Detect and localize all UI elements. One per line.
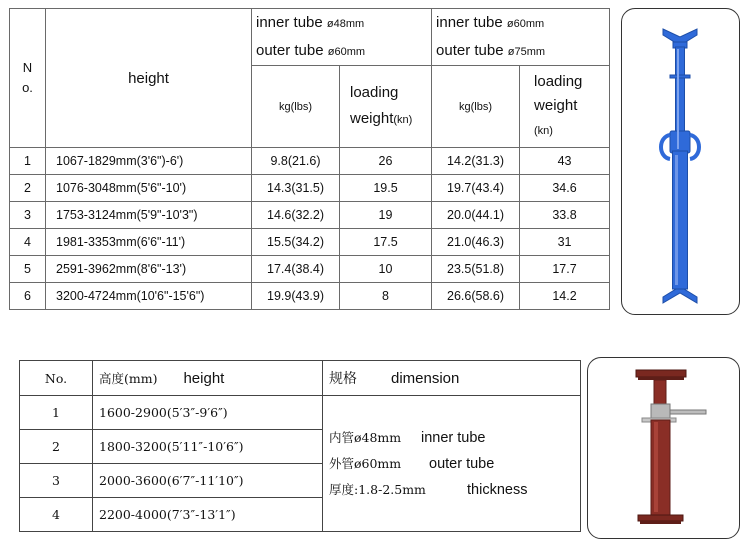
table-row	[10, 256, 610, 283]
loading-weight-cell: 8	[340, 283, 432, 310]
kg-cell: 19.7(43.4)	[432, 175, 520, 202]
no-header: No.	[20, 361, 93, 396]
kg-cell: 26.6(58.6)	[432, 283, 520, 310]
row-number: 2	[10, 175, 46, 202]
height-header	[93, 361, 323, 396]
inner-tube-label: inner tube	[436, 14, 503, 31]
header-row	[20, 361, 581, 396]
table-row	[20, 396, 581, 430]
table-row	[10, 148, 610, 175]
row-number: 4	[20, 498, 93, 532]
dimension-en-label: dimension	[390, 370, 460, 387]
outer-tube-label: outer tube	[436, 42, 504, 59]
dimension-cn-label: 规格	[329, 371, 357, 387]
outer-tube-cn-label: 外管ø60mm	[329, 455, 402, 471]
inner-tube-cn-label: 内管ø48mm	[329, 429, 402, 445]
red-prop-photo	[587, 357, 740, 539]
height-cell: 1981-3353mm(6'6"-11')	[46, 229, 252, 256]
kn-unit: (kn)	[393, 114, 413, 126]
table-row	[10, 175, 610, 202]
kg-cell: 9.8(21.6)	[252, 148, 340, 175]
kg-cell: 17.4(38.4)	[252, 256, 340, 283]
height-cell: 2200-4000(7′3″-13′1″)	[93, 498, 323, 532]
loading-weight-cell: 19	[340, 202, 432, 229]
kg-cell: 23.5(51.8)	[432, 256, 520, 283]
header-row-1	[10, 9, 610, 66]
red-steel-prop-image	[588, 358, 739, 538]
loading-weight-cell: 10	[340, 256, 432, 283]
row-number: 1	[20, 396, 93, 430]
loading-weight-cell: 31	[520, 229, 610, 256]
kg-header: kg(lbs)	[432, 66, 520, 148]
loading-weight-cell: 34.6	[520, 175, 610, 202]
kg-cell: 14.6(32.2)	[252, 202, 340, 229]
table-row	[10, 283, 610, 310]
outer-tube-size: ø60mm	[327, 46, 366, 58]
dimension-header	[323, 361, 581, 396]
loading-weight-cell: 19.5	[340, 175, 432, 202]
loading-weight-cell: 33.8	[520, 202, 610, 229]
row-number: 5	[10, 256, 46, 283]
loading-weight-header	[340, 66, 432, 148]
thickness-cn-label: 厚度:1.8-2.5mm	[329, 481, 426, 497]
height-cn-label: 高度(mm)	[99, 371, 158, 386]
kg-cell: 19.9(43.9)	[252, 283, 340, 310]
kg-cell: 14.3(31.5)	[252, 175, 340, 202]
outer-tube-label: outer tube	[256, 42, 324, 59]
row-number: 3	[10, 202, 46, 229]
height-en-label: height	[183, 370, 225, 387]
loading-weight-cell: 17.5	[340, 229, 432, 256]
tube-group-2-header	[432, 9, 610, 66]
height-cell: 2591-3962mm(8'6"-13')	[46, 256, 252, 283]
height-cell: 1076-3048mm(5'6"-10')	[46, 175, 252, 202]
loading-weight-header	[520, 66, 610, 148]
no-header: N o.	[10, 9, 46, 148]
highlight	[677, 49, 679, 149]
height-cell: 1600-2900(5′3″-9′6″)	[93, 396, 323, 430]
loading-label: loading	[350, 84, 399, 101]
inner-tube-en-label: inner tube	[421, 429, 486, 446]
outer-tube-size: ø75mm	[507, 46, 546, 58]
outer-tube-line	[329, 451, 574, 477]
loading-weight-cell: 14.2	[520, 283, 610, 310]
highlight	[675, 155, 678, 285]
row-number: 2	[20, 430, 93, 464]
inner-tube-line	[329, 425, 574, 451]
kg-cell: 20.0(44.1)	[432, 202, 520, 229]
kn-unit: (kn)	[534, 125, 553, 137]
height-cell: 1753-3124mm(5'9"-10'3")	[46, 202, 252, 229]
inner-tube-size: ø48mm	[326, 18, 365, 30]
inner-tube-label: inner tube	[256, 14, 323, 31]
loading-label: loading	[534, 73, 583, 90]
blue-steel-prop-image	[622, 9, 739, 314]
dimension-cell	[323, 396, 581, 532]
weight-label: weight	[534, 97, 578, 114]
row-number: 1	[10, 148, 46, 175]
loading-weight-cell: 17.7	[520, 256, 610, 283]
loading-weight-cell: 43	[520, 148, 610, 175]
thickness-en-label: thickness	[467, 481, 528, 498]
kg-cell: 14.2(31.3)	[432, 148, 520, 175]
kg-cell: 21.0(46.3)	[432, 229, 520, 256]
inner-tube-size: ø60mm	[506, 18, 545, 30]
light-prop-spec-table	[19, 360, 581, 532]
loading-weight-cell: 26	[340, 148, 432, 175]
thickness-line	[329, 477, 574, 503]
table-row	[10, 229, 610, 256]
row-number: 4	[10, 229, 46, 256]
height-cell: 1800-3200(5′11″-10′6″)	[93, 430, 323, 464]
height-cell: 2000-3600(6′7″-11′10″)	[93, 464, 323, 498]
height-cell: 1067-1829mm(3'6")-6')	[46, 148, 252, 175]
kg-cell: 15.5(34.2)	[252, 229, 340, 256]
row-number: 6	[10, 283, 46, 310]
tube-group-1-header	[252, 9, 432, 66]
heavy-prop-spec-table	[9, 8, 610, 310]
height-header: height	[46, 9, 252, 148]
row-number: 3	[20, 464, 93, 498]
outer-tube-en-label: outer tube	[429, 455, 495, 472]
blue-prop-photo	[621, 8, 740, 315]
kg-header: kg(lbs)	[252, 66, 340, 148]
table-row	[10, 202, 610, 229]
weight-label: weight	[350, 110, 394, 127]
height-cell: 3200-4724mm(10'6"-15'6")	[46, 283, 252, 310]
